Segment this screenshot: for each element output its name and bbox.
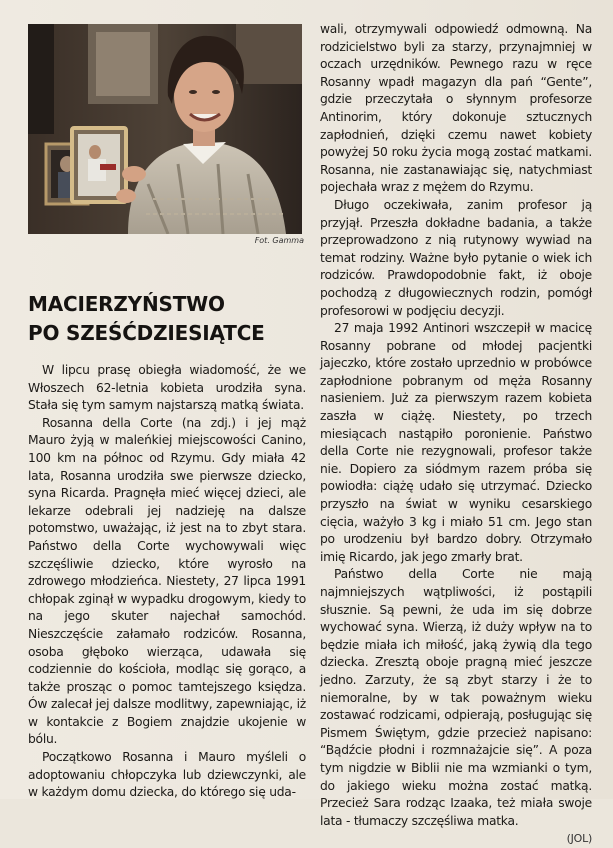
title-line-2: PO SZEŚĆDZIESIĄTCE [28, 321, 265, 345]
paragraph: Rosanna della Corte (na zdj.) i jej mąż Mauro żyją w maleńkiej miejscowości Canino, 100 km na północ od Rzymu. Gdy miała 42 lata, Rosanna urodziła swe pierwsze dziecko, syna Ricarda. Pragnęła mieć więcej dzieci, ale lekarze odebrali jej nadzieję na dalsze potomstwo, uważając, iż jest na to zbyt stara. Państwo della Corte wychowywali więc szczęśliwie dziecko, które wyrosło na zdrowego młodzieńca. Niestety, 27 lipca 1991 chłopak zginął w wypadku drogowym, kiedy to na jego skuter najechał samochód. Nieszczęście załamało rodziców. Rosanna, osoba głęboko wierząca, udawała się codziennie do kościoła, modląc się gorąco, a także prosząc o pomoc tamtejszego księdza. Ów zalecał jej dalsze modlitwy, zapewniając, iż w kontakcie z Bogiem znajdzie ukojenie w bólu. [28, 415, 306, 747]
photo-woman-with-framed-pictures [28, 24, 302, 234]
left-column [28, 362, 306, 802]
author-signature: (JOL) [566, 832, 592, 846]
paragraph-continued: wali, otrzymywali odpowiedź odmowną. Na rodzicielstwo byli za starzy, przynajmniej w oczach urzędników. Pewnego razu w ręce Rosanny wpadł magazyn dla pań “Gente”, gdzie przeczytała o słynnym profesorze Antinorim, który dokonuje sztucznych zapłodnień, dzięki czemu nawet kobiety powyżej 50 roku życia mogą zostać matkami. Rosanna, nie zastanawiając się, natychmiast pojechała wraz z mężem do Rzymu. [320, 22, 592, 195]
paragraph: Długo oczekiwała, zanim profesor ją przyjął. Przeszła dokładne badania, a także przeprowadzono z nią rutynowy wywiad na temat rodziny. Ważne było pytanie o wiek ich rodziców. Prawdopodobnie fakt, iż oboje pochodzą z długowiecznych rodzin, pomógł profesorowi w podjęciu decyzji. [320, 197, 592, 318]
paragraph: Początkowo Rosanna i Mauro myśleli o adoptowaniu chłopczyka lub dziewczynki, ale w każdym domu dziecka, do którego się uda- [28, 750, 306, 800]
article-photo [28, 24, 302, 234]
title-line-1: MACIERZYŃSTWO [28, 292, 225, 316]
right-column [320, 21, 592, 848]
paragraph: W lipcu prasę obiegła wiadomość, że we Włoszech 62-letnia kobieta urodziła syna. Stała się tym samym najstarszą matką świata. [28, 363, 306, 413]
paragraph: 27 maja 1992 Antinori wszczepił w macicę Rosanny pobrane od młodej pacjentki jajeczko, które zostało uprzednio w probówce zapłodnione pobranym od męża Rosanny nasieniem. Już za pierwszym razem kobieta zaszła w ciążę. Niestety, po trzech miesiącach nastąpiło poronienie. Państwo della Corte nie rezygnowali, profesor także nie. Dopiero za siódmym razem próba się powiodła: ciążę udało się utrzymać. Dziecko przyszło na świat w wyniku cesarskiego cięcia, ważyło 3 kg i miało 51 cm. Jego stan po urodzeniu był bardzo dobry. Otrzymało imię Ricardo, jak jego zmarły brat. [320, 321, 592, 564]
paragraph: Państwo della Corte nie mają najmniejszych wątpliwości, iż postąpili słusznie. Są pewni, że uda im się dobrze wychować syna. Wierzą, iż duży wpływ na to będzie miała ich miłość, jaką żywią dla tego dziecka. Zresztą oboje pragną mieć jeszcze jedno. Zarzuty, że są zbyt starzy i że to niemoralne, by w tak poważnym wieku zostawać rodzicami, odpierają, posługując się Pismem Świętym, gdzie przecież napisano: “Bądźcie płodni i rozmnażajcie się”. A poza tym nigdzie w Biblii nie ma wzmianki o tym, do jakiego wieku można zostać matką. Przecież Sara rodząc Izaaka, też miała swoje lata - tłumaczy szczęśliwa matka. [320, 567, 592, 828]
article-title [28, 290, 304, 348]
photo-caption: Fot. Gamma [254, 236, 304, 245]
